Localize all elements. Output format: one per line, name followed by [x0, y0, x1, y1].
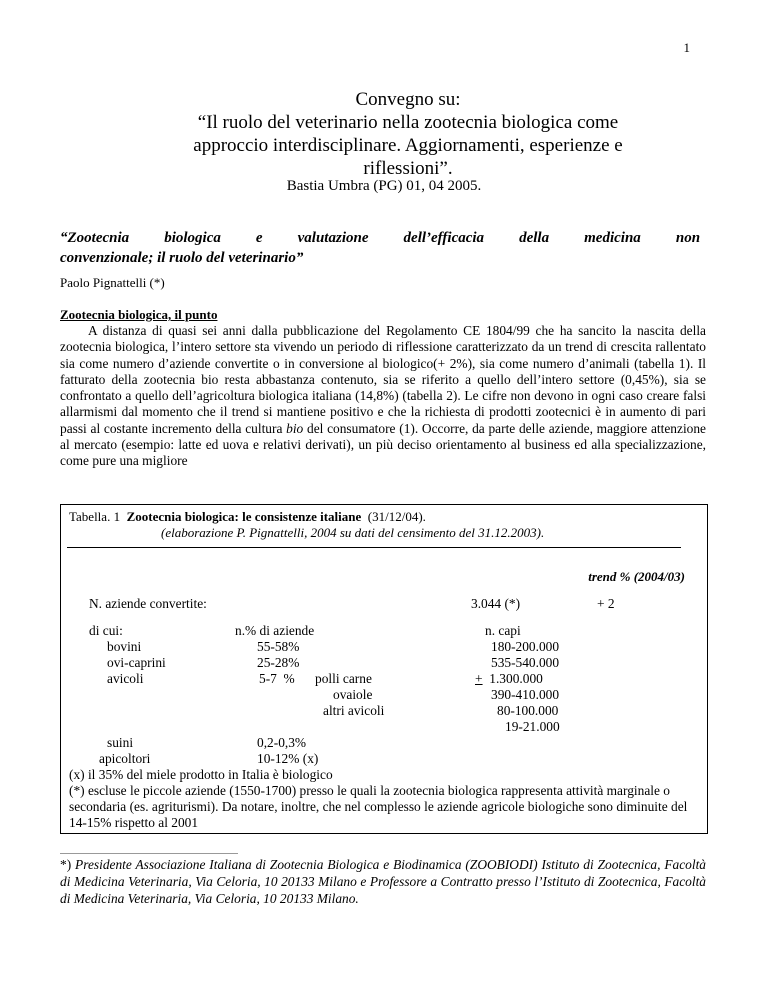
table-note-x: (x) il 35% del miele prodotto in Italia è biologico: [69, 767, 333, 782]
title-word: medicina: [584, 230, 641, 246]
table-label: Tabella. 1: [69, 509, 121, 524]
capi-header: n. capi: [485, 623, 521, 638]
title-word: e: [255, 230, 263, 246]
section-heading: Zootecnia biologica, il punto: [60, 307, 218, 322]
title-word: della: [519, 230, 550, 246]
capi-cell: 19-21.000: [505, 719, 560, 734]
aziende-trend: + 2: [597, 596, 615, 611]
title-word: “Zootecnia: [60, 230, 130, 246]
pct-cell: 55-58%: [257, 639, 300, 654]
capi-cell: [475, 671, 543, 687]
pct-cell: 10-12% (x): [257, 751, 319, 766]
subtype-cell: altri avicoli: [323, 703, 385, 718]
subtype-cell: polli carne: [315, 671, 372, 686]
pct-cell: 0,2-0,3%: [257, 735, 307, 750]
footnote-divider: [60, 853, 238, 854]
pct-cell: 5-7 %: [259, 671, 295, 686]
page-number: 1: [683, 40, 690, 55]
paragraph-emphasis: bio: [286, 420, 304, 436]
title-word: valutazione: [297, 230, 369, 246]
table-title: Zootecnia biologica: le consistenze italiane: [126, 509, 362, 524]
species-cell: avicoli: [107, 671, 144, 686]
table-note-star: (*) escluse le piccole aziende (1550-1700) presso le quali la zootecnia biologica rappresenta attività marginale o secondaria (es. agriturismi). Da notare, inoltre, che nel complesso le aziende agricole biologiche sono diminuite del 14-15% rispetto al 2001: [69, 783, 688, 830]
plus-minus-sign: +: [475, 671, 483, 686]
species-cell: suini: [107, 735, 134, 750]
pct-cell: 25-28%: [257, 655, 300, 670]
subtype-cell: ovaiole: [333, 687, 373, 702]
pct-header: n.% di aziende: [235, 623, 315, 638]
paragraph-text: A distanza di quasi sei anni dalla pubblicazione del Regolamento CE 1804/99 che ha sancito la nascita della zootecnia biologica, l’intero settore sta vivendo un periodo di riflessione caratterizzato da un trend di crescita rallentato sia come numero d’aziende convertite o in conversione al biologico(+ 2%), sia come numero d’animali (tabella 1). Il fatturato della zootecnia bio resta abbastanza contenuto, sia se riferito a quello dell’intero settore (0,45%), sia se confrontato a quello dell’agricoltura biologica italiana (14,8%) (tabella 2). Le cifre non devono in ogni caso creare falsi allarmismi dal momento che il trend si mantiene positivo e che la richiesta di prodotti zootecnici è in aumento di pari passi al costante incremento della cultura: [60, 323, 706, 436]
capi-cell: 535-540.000: [491, 655, 560, 670]
title-word: biologica: [164, 230, 221, 246]
table-1: [60, 504, 708, 834]
conference-title-line: approccio interdisciplinare. Aggiornamenti, esperienze e: [193, 135, 623, 156]
trend-header: trend % (2004/03): [588, 569, 685, 584]
conference-title-line: Convegno su:: [355, 89, 461, 110]
footnote-text: Presidente Associazione Italiana di Zootecnia Biologica e Biodinamica (ZOOBIODI) Istituto di Zootecnica, Facoltà di Medicina Veterinaria, Via Celoria, 10 20133 Milano e Professore a Contratto presso l’Istituto di Zootecnica, Facoltà di Medicina Veterinaria, Via Celoria, 10 20133 Milano.: [60, 857, 706, 906]
table-date: (31/12/04).: [367, 509, 426, 524]
capi-cell: 180-200.000: [491, 639, 560, 654]
footnote-marker: *): [60, 857, 72, 872]
dicui-label: di cui:: [89, 623, 123, 638]
paper-title-line-2: convenzionale; il ruolo del veterinario”: [60, 250, 304, 266]
capi-cell: 390-410.000: [491, 687, 560, 702]
table-caption: [69, 509, 544, 541]
body-paragraph: [60, 323, 706, 470]
footnote: [60, 856, 706, 907]
author-line: Paolo Pignattelli (*): [60, 275, 165, 290]
species-cell: apicoltori: [99, 751, 151, 766]
species-cell: ovi-caprini: [107, 655, 166, 670]
species-cell: bovini: [107, 639, 142, 654]
paper-title: [60, 228, 700, 268]
table-source: (elaborazione P. Pignattelli, 2004 su dati del censimento del 31.12.2003).: [161, 525, 545, 540]
conference-title: [0, 88, 768, 180]
paragraph-text: del consumatore (1). Occorre, da parte delle aziende, maggiore attenzione al mercato (esempio: latte ed uova e relativi derivati), un più deciso orientamento al business ed alla specializzazione, come pure una migliore: [60, 420, 707, 469]
conference-place-date: Bastia Umbra (PG) 01, 04 2005.: [286, 178, 482, 194]
aziende-label: N. aziende convertite:: [89, 596, 207, 611]
table-divider: [67, 547, 681, 548]
conference-title-line: riflessioni”.: [363, 158, 453, 179]
title-word: dell’efficacia: [403, 230, 485, 246]
capi-value: 1.300.000: [489, 671, 543, 686]
paper-title-line-1: [60, 228, 700, 248]
capi-cell: 80-100.000: [497, 703, 559, 718]
title-word: non: [675, 230, 701, 246]
table-notes: [69, 767, 701, 831]
aziende-value: 3.044 (*): [471, 596, 521, 611]
conference-title-line: “Il ruolo del veterinario nella zootecnia biologica come: [197, 112, 619, 133]
